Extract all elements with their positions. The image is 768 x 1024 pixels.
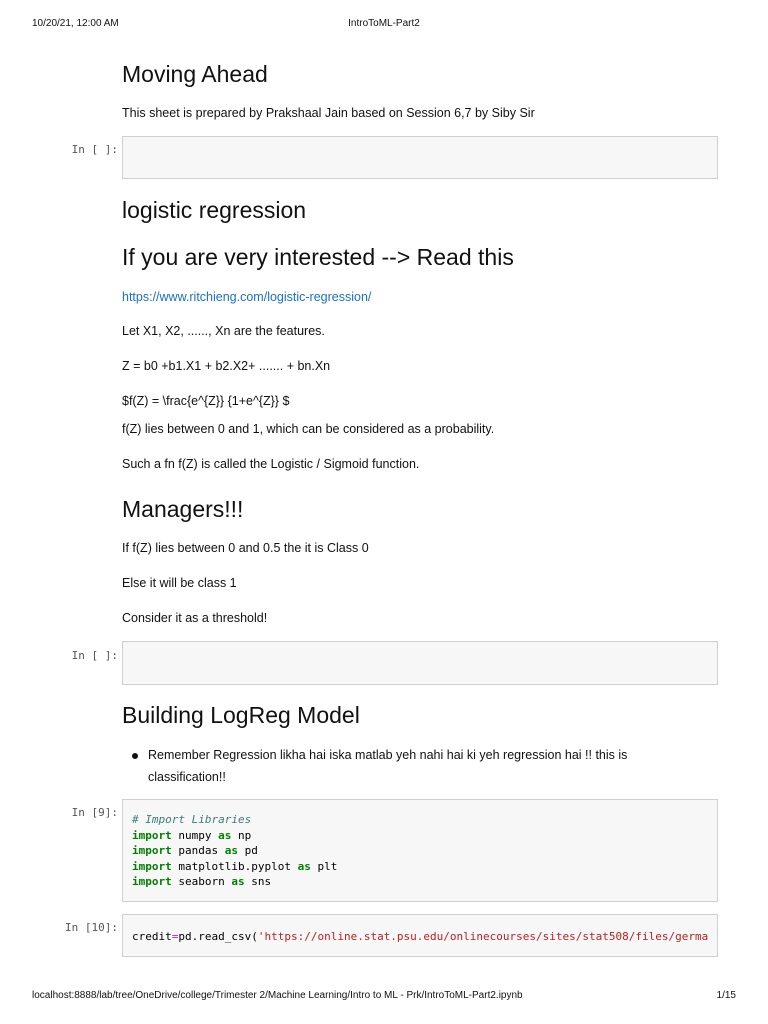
footer-page-number: 1/15 <box>716 990 736 1001</box>
heading-moving-ahead: Moving Ahead <box>122 61 268 87</box>
code-keyword: import <box>132 875 172 888</box>
code-operator: = <box>171 930 179 943</box>
code-module: seaborn <box>178 875 225 888</box>
cell-prompt-10: In [10]: <box>65 921 118 934</box>
heading-building-logreg: Building LogReg Model <box>122 702 360 728</box>
code-as: as <box>224 844 238 857</box>
code-comment: # Import Libraries <box>132 813 252 826</box>
fz-latex: $f(Z) = \frac{e^{Z}} {1+e^{Z}} $ <box>122 394 290 408</box>
cell-prompt-empty-2: In [ ]: <box>71 649 118 662</box>
code-keyword: import <box>132 844 172 857</box>
bullet-text-cont: classification!! <box>148 770 226 784</box>
code-module: pandas <box>178 844 219 857</box>
code-call: pd.read_csv( <box>178 930 258 943</box>
heading-logistic-regression: logistic regression <box>122 197 307 223</box>
code-alias: sns <box>251 875 272 888</box>
bullet-text: Remember Regression likha hai iska matlab yeh nahi hai ki yeh regression hai !! this is <box>148 748 628 762</box>
code-cell-10-source <box>132 929 708 945</box>
code-as: as <box>218 828 232 842</box>
z-equation: Z = b0 +b1.X1 + b2.X2+ ....... + bn.Xn <box>122 359 331 373</box>
code-cell-9[interactable] <box>122 799 718 902</box>
code-cell-empty-1[interactable] <box>122 136 718 179</box>
heading-managers: Managers!!! <box>122 496 244 522</box>
code-alias: pd <box>244 844 258 857</box>
print-datetime: 10/20/21, 12:00 AM <box>32 18 119 29</box>
threshold-text: Consider it as a threshold! <box>122 611 268 625</box>
cell-prompt-9: In [9]: <box>71 806 118 819</box>
fz-between-text: f(Z) lies between 0 and 1, which can be considered as a probability. <box>122 422 495 436</box>
sigmoid-text: Such a fn f(Z) is called the Logistic / Sigmoid function. <box>122 457 420 471</box>
class1-text: Else it will be class 1 <box>122 576 237 590</box>
print-title: IntroToML-Part2 <box>348 18 420 29</box>
code-keyword: import <box>132 859 172 873</box>
code-as: as <box>297 859 311 873</box>
bullet-dot <box>132 753 138 759</box>
code-cell-10[interactable] <box>122 914 718 957</box>
code-alias: plt <box>317 859 338 873</box>
prepared-by-text: This sheet is prepared by Prakshaal Jain based on Session 6,7 by Siby Sir <box>122 106 535 120</box>
features-text: Let X1, X2, ......, Xn are the features. <box>122 324 325 338</box>
code-cell-empty-2[interactable] <box>122 641 718 685</box>
class0-text: If f(Z) lies between 0 and 0.5 the it is Class 0 <box>122 541 369 555</box>
print-header <box>32 18 736 32</box>
code-var: credit <box>132 930 172 943</box>
heading-read-this: If you are very interested --> Read this <box>122 244 514 270</box>
code-cell-9-source <box>132 812 337 890</box>
cell-prompt-empty-1: In [ ]: <box>71 143 118 156</box>
code-module: matplotlib.pyplot <box>178 859 291 873</box>
code-module: numpy <box>178 828 212 842</box>
print-footer <box>32 990 736 1004</box>
code-keyword: import <box>132 828 172 842</box>
footer-path: localhost:8888/lab/tree/OneDrive/college/Trimester 2/Machine Learning/Intro to ML - Prk/IntroToML-Part2.ipynb <box>32 990 523 1001</box>
code-as: as <box>231 875 245 888</box>
code-string: 'https://online.stat.psu.edu/onlinecourses/sites/stat508/files/germa <box>257 930 709 943</box>
logistic-regression-link[interactable]: https://www.ritchieng.com/logistic-regression/ <box>122 290 372 304</box>
code-alias: np <box>238 828 252 842</box>
